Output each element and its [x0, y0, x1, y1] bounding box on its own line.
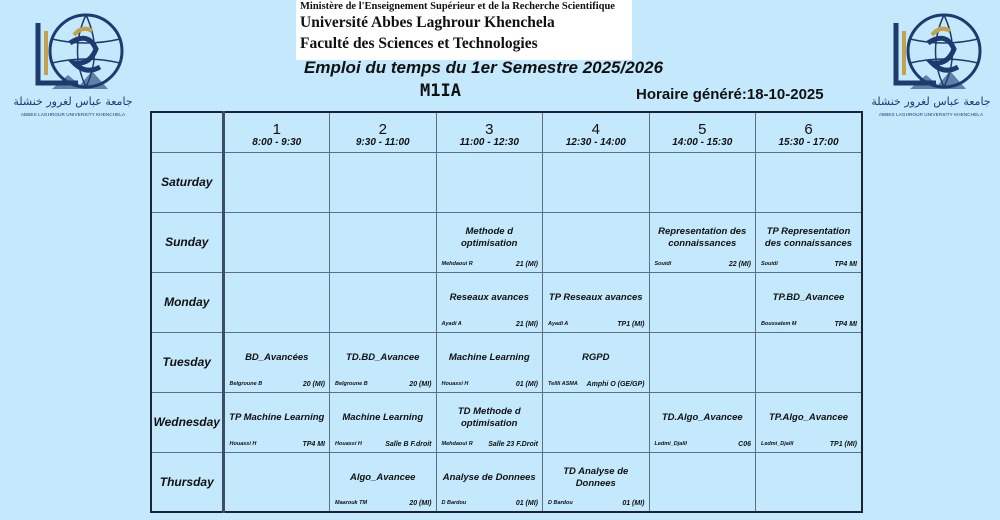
- room-label: 21 (MI): [515, 320, 538, 328]
- generated-date: Horaire généré:18-10-2025: [636, 86, 824, 103]
- teacher-name: Belgroune B: [229, 380, 263, 387]
- day-row: [151, 272, 862, 332]
- room-label: Salle 23 F.Droit: [488, 440, 538, 448]
- day-label: Tuesday: [162, 355, 211, 369]
- session-cell: [436, 272, 543, 332]
- slot-time: 12:30 - 14:00: [565, 137, 626, 148]
- session-cell: [543, 272, 650, 332]
- logo-english-name: ABBES LAGHROUR UNIVERSITY KHENCHELA: [20, 112, 126, 117]
- course-name: BD_Avancées: [245, 352, 309, 363]
- day-label: Thursday: [159, 474, 214, 489]
- course-name: Analyse de Donnees: [442, 471, 536, 483]
- session-cell: [649, 392, 756, 452]
- slot-number: 1: [272, 121, 281, 138]
- room-label: 22 (MI): [728, 260, 751, 268]
- course-name: TP Machine Learning: [229, 412, 325, 423]
- session-cell: [436, 212, 543, 272]
- slot-time: 9:30 - 11:00: [355, 137, 410, 148]
- ministry-name: Ministère de l'Enseignement Supérieur et de la Recherche Scientifique: [300, 1, 615, 12]
- session-cell: [756, 212, 863, 272]
- day-label: Saturday: [161, 175, 213, 189]
- teacher-name: Belgroune B: [335, 380, 368, 387]
- course-name: Machine Learning: [342, 412, 424, 423]
- teacher-name: Ayadi A: [548, 320, 569, 327]
- day-row: [151, 152, 862, 212]
- session-cell: [330, 392, 437, 452]
- slot-number: 5: [698, 121, 707, 138]
- room-label: TP4 MI: [834, 320, 857, 328]
- session-cell: [756, 392, 863, 452]
- course-name: TD.BD_Avancee: [346, 352, 420, 363]
- empty-cell: [436, 152, 543, 212]
- empty-cell: [223, 452, 330, 512]
- empty-cell: [543, 392, 650, 452]
- course-name: Machine Learning: [448, 352, 530, 363]
- course-name: TP Representation des connaissances: [764, 226, 853, 249]
- teacher-name: Houassi H: [229, 440, 257, 447]
- header-row: [151, 112, 862, 152]
- room-label: Amphi O (GE/GP): [586, 380, 645, 388]
- room-label: TP1 (MI): [829, 440, 857, 448]
- slot-header: [543, 112, 650, 152]
- teacher-name: Mehdaoui R: [441, 260, 473, 267]
- room-label: 01 (MI): [515, 500, 538, 507]
- empty-cell: [223, 272, 330, 332]
- teacher-name: Houassi H: [441, 380, 469, 387]
- room-label: TP4 MI: [302, 440, 325, 448]
- empty-cell: [756, 452, 863, 512]
- day-cell: [151, 332, 223, 392]
- course-name: RGPD: [582, 352, 610, 363]
- logo-arabic-name: جامعة عباس لغرور خنشلة: [13, 95, 133, 108]
- course-name: Algo_Avancee: [350, 471, 416, 483]
- empty-cell: [543, 212, 650, 272]
- day-cell: [151, 452, 223, 512]
- room-label: TP4 MI: [834, 260, 857, 268]
- room-label: 01 (MI): [622, 500, 645, 507]
- teacher-name: Ledmi_Djalil: [761, 440, 794, 447]
- slot-time: 11:00 - 12:30: [459, 137, 519, 148]
- session-cell: [223, 332, 330, 392]
- day-label: Monday: [164, 295, 210, 309]
- teacher-name: Ledmi_Djalil: [654, 440, 687, 447]
- course-name: TP.Algo_Avancee: [768, 412, 849, 423]
- course-name: Representation des connaissances: [658, 226, 747, 249]
- course-name: Reseaux avances: [449, 292, 529, 303]
- empty-cell: [330, 212, 437, 272]
- empty-cell: [649, 332, 756, 392]
- corner-cell: [151, 112, 223, 152]
- room-label: 20 (MI): [409, 500, 432, 507]
- teacher-name: Souidi: [654, 260, 672, 267]
- university-logo-left: [8, 5, 138, 130]
- course-name: TD Methode d optimisation: [457, 406, 521, 429]
- slot-time: 8:00 - 9:30: [252, 137, 302, 148]
- day-row: [151, 332, 862, 392]
- teacher-name: D Bardou: [441, 500, 467, 506]
- slot-time: 14:00 - 15:30: [672, 137, 733, 148]
- session-cell: [330, 452, 437, 512]
- teacher-name: Maarouk TM: [335, 500, 368, 506]
- room-label: 20 (MI): [302, 380, 325, 388]
- globe-book-logo-icon: [866, 5, 996, 97]
- teacher-name: Mehdaoui R: [441, 440, 473, 447]
- teacher-name: Souidi: [761, 260, 778, 267]
- course-name: TD.Algo_Avancee: [661, 412, 743, 423]
- slot-header: [330, 112, 437, 152]
- teacher-name: D Bardou: [548, 500, 573, 506]
- course-name: TP.BD_Avancee: [772, 292, 845, 303]
- course-name: Methode d optimisation: [461, 226, 518, 249]
- slot-time: 15:30 - 17:00: [778, 137, 839, 148]
- empty-cell: [756, 332, 863, 392]
- room-label: 20 (MI): [409, 380, 432, 388]
- day-label: Wednesday: [153, 415, 220, 429]
- empty-cell: [330, 272, 437, 332]
- session-cell: [436, 392, 543, 452]
- empty-cell: [649, 452, 756, 512]
- university-name: Université Abbes Laghrour Khenchela: [300, 14, 555, 31]
- empty-cell: [649, 272, 756, 332]
- university-logo-right: [866, 5, 996, 130]
- slot-header: [223, 112, 330, 152]
- session-cell: [756, 272, 863, 332]
- day-cell: [151, 272, 223, 332]
- day-row: [151, 452, 862, 512]
- empty-cell: [223, 212, 330, 272]
- timetable-grid: [150, 111, 863, 513]
- session-cell: [543, 452, 650, 512]
- teacher-name: Ayadi A: [441, 320, 462, 327]
- faculty-name: Faculté des Sciences et Technologies: [300, 35, 538, 52]
- day-label: Sunday: [165, 235, 209, 249]
- day-row: [151, 212, 862, 272]
- slot-header: [756, 112, 863, 152]
- course-name: TD Analyse de Donnees: [563, 465, 629, 489]
- slot-number: 4: [591, 121, 600, 138]
- empty-cell: [330, 152, 437, 212]
- room-label: TP1 (MI): [617, 320, 645, 328]
- room-label: 01 (MI): [515, 380, 538, 388]
- day-cell: [151, 152, 223, 212]
- group-name: M1IA: [420, 81, 461, 101]
- session-cell: [330, 332, 437, 392]
- room-label: C06: [738, 440, 751, 448]
- session-cell: [543, 332, 650, 392]
- day-cell: [151, 392, 223, 452]
- teacher-name: Boussalem M: [761, 320, 797, 327]
- timetable-title: Emploi du temps du 1er Semestre 2025/2026: [304, 58, 664, 77]
- session-cell: [436, 332, 543, 392]
- slot-number: 3: [485, 121, 494, 138]
- empty-cell: [543, 152, 650, 212]
- empty-cell: [756, 152, 863, 212]
- logo-arabic-name: جامعة عباس لغرور خنشلة: [871, 95, 991, 108]
- empty-cell: [649, 152, 756, 212]
- teacher-name: Houassi H: [335, 440, 362, 447]
- slot-number: 2: [378, 121, 387, 138]
- logo-english-name: ABBES LAGHROUR UNIVERSITY KHENCHELA: [878, 112, 984, 117]
- institution-header: [296, 0, 632, 60]
- day-cell: [151, 212, 223, 272]
- session-cell: [436, 452, 543, 512]
- empty-cell: [223, 152, 330, 212]
- slot-header: [436, 112, 543, 152]
- slot-number: 6: [804, 121, 813, 138]
- room-label: 21 (MI): [515, 260, 538, 268]
- day-row: [151, 392, 862, 452]
- session-cell: [649, 212, 756, 272]
- room-label: Salle B F.droit: [385, 440, 432, 448]
- session-cell: [223, 392, 330, 452]
- course-name: TP Reseaux avances: [548, 292, 643, 303]
- slot-header: [649, 112, 756, 152]
- teacher-name: Tellli ASMA: [548, 380, 578, 387]
- globe-book-logo-icon: [8, 5, 138, 97]
